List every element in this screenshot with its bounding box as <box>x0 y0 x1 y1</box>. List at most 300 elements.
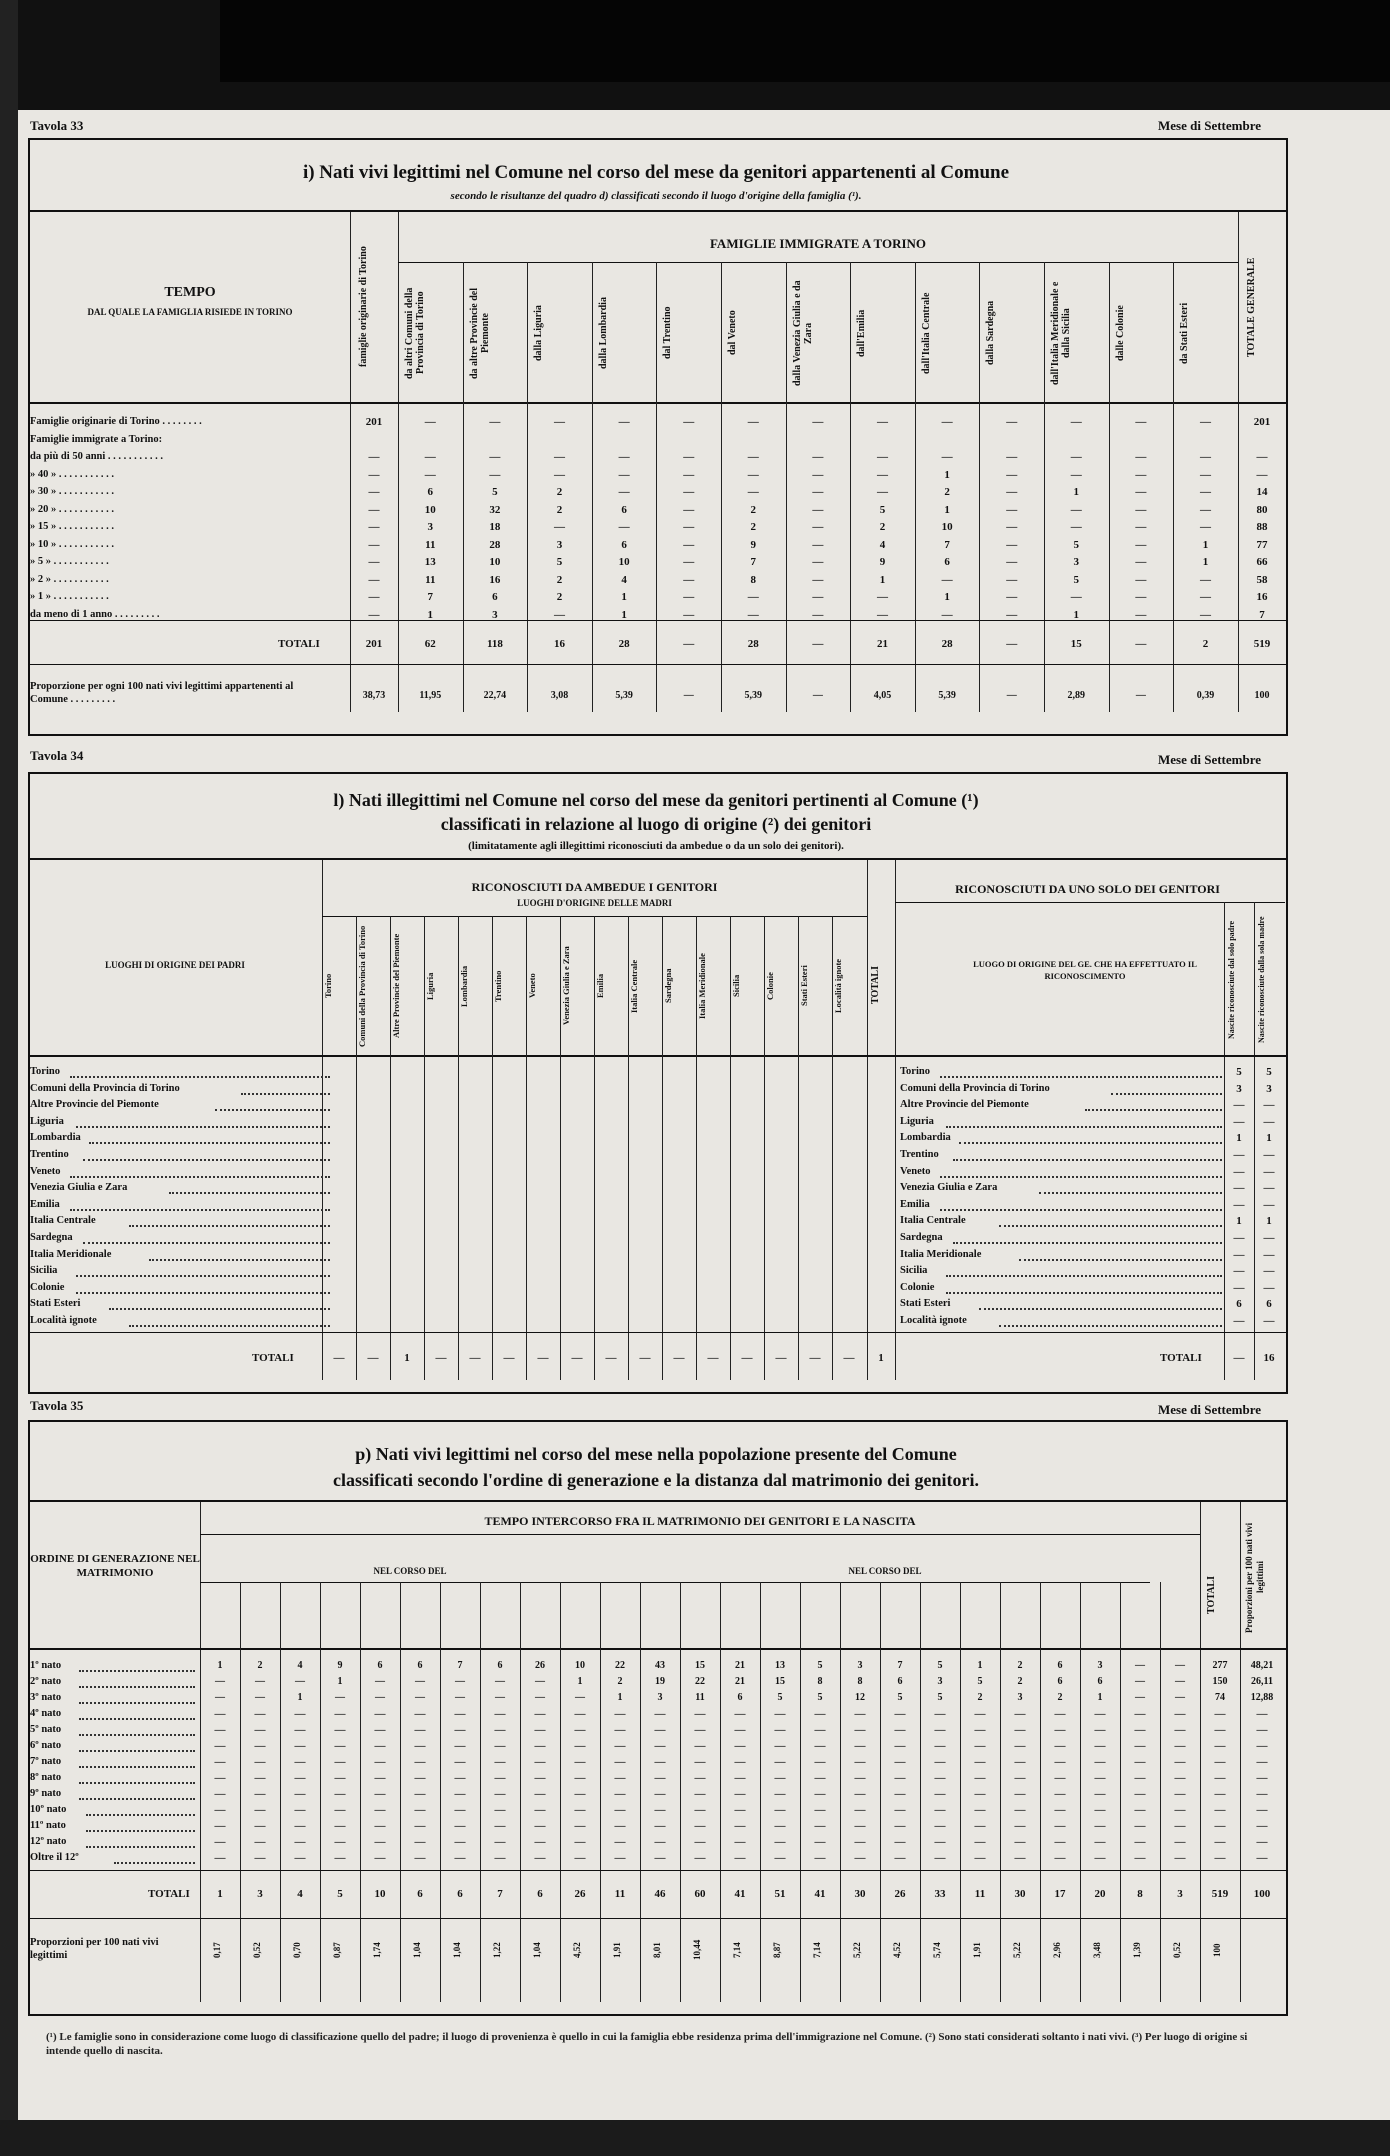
t34-row-label-right: Sardegna <box>900 1232 943 1243</box>
t35-cell: — <box>254 1740 266 1752</box>
t33-row-label: » 30 » . . . . . . . . . . . <box>30 486 114 497</box>
table-35-month: Mese di Settembre <box>1158 1402 1262 1417</box>
t35-cell: — <box>254 1756 266 1768</box>
t34-row-label-right: Venezia Giulia e Zara <box>900 1182 998 1194</box>
t35-prop-label: Proporzioni per 100 nati vivi legittimi <box>30 1937 159 1961</box>
t35-cell: — <box>334 1756 346 1768</box>
t35-total-cell: 51 <box>774 1888 786 1900</box>
t35-cell: — <box>294 1708 306 1720</box>
t33-cell: — <box>683 468 695 481</box>
t35-group: TEMPO INTERCORSO FRA IL MATRIMONIO DEI GENITORI E LA NASCITA <box>484 1514 916 1528</box>
t35-total-cell: 41 <box>734 1888 746 1900</box>
t35-total-cell: 10 <box>374 1888 386 1900</box>
t35-leader-dots <box>79 1702 195 1704</box>
t33-col-header: dalla Sardegna <box>985 300 997 366</box>
t33-total-cell: 2 <box>1202 638 1209 650</box>
t35-cell: — <box>534 1804 546 1816</box>
t33-cell: — <box>1135 573 1147 586</box>
t33-cell: — <box>1200 503 1211 516</box>
t35-cell: — <box>814 1756 826 1768</box>
t33-col-header: dalla Liguria <box>533 305 545 361</box>
t35-cell: — <box>374 1788 386 1800</box>
t34-mother-cell: 6 <box>1266 1298 1272 1311</box>
t33-cell: — <box>368 503 380 516</box>
t35-total-cell: 30 <box>1014 1888 1026 1900</box>
t35-cell: — <box>654 1708 666 1720</box>
t35-cell: — <box>574 1820 586 1832</box>
t35-total-cell: 8 <box>1137 1888 1143 1900</box>
t35-cell: — <box>254 1772 266 1784</box>
t33-cell: 5 <box>879 503 886 516</box>
t34-row-label-right: Lombardia <box>900 1132 951 1144</box>
t35-prop-cell: 0,70 <box>292 1942 302 1958</box>
t33-cell: — <box>747 608 759 621</box>
t35-cell: 6 <box>897 1676 903 1687</box>
t35-col-header <box>486 1592 514 1642</box>
t35-cell: — <box>494 1804 506 1816</box>
t33-col-header: dall'Italia Meridionale e dalla Sicilia <box>1050 281 1072 385</box>
t35-cell: — <box>534 1756 546 1768</box>
t33-cell: 7 <box>427 591 434 603</box>
t34-row-label: Emilia <box>30 1198 60 1210</box>
t33-total-cell: 519 <box>1253 638 1271 650</box>
t35-prop-cell: 3,48 <box>1092 1942 1102 1958</box>
t34-row-label: Veneto <box>30 1165 61 1177</box>
t35-cell: — <box>1134 1740 1146 1752</box>
t33-cell: — <box>683 486 695 498</box>
t33-row-label: » 5 » . . . . . . . . . . . <box>30 556 109 567</box>
t35-cell: — <box>934 1756 946 1768</box>
t35-cell: 3 <box>937 1676 943 1687</box>
t35-cell: — <box>734 1708 746 1720</box>
t33-cell: — <box>877 486 888 498</box>
t33-cell: — <box>683 451 695 463</box>
t33-col-header: dal Trentino <box>662 306 674 360</box>
t35-total-cell: 30 <box>854 1888 866 1900</box>
t35-cell: — <box>894 1756 906 1768</box>
t34-total-cell: — <box>503 1352 515 1364</box>
t35-cell: — <box>694 1756 706 1768</box>
t35-cell: — <box>454 1724 466 1736</box>
t33-total-label: TOTALI <box>278 638 320 650</box>
table-33-month: Mese di Settembre <box>1158 118 1262 133</box>
t35-cell: — <box>334 1820 346 1832</box>
t35-total-cell: 3 <box>257 1888 263 1900</box>
t33-cell: 16 <box>489 573 501 586</box>
t35-cell: — <box>494 1772 506 1784</box>
t34-row-label: Italia Meridionale <box>30 1248 112 1260</box>
t34-col-header: Sicilia <box>731 974 741 998</box>
t33-cell: 1 <box>1073 608 1080 621</box>
t35-prop-cell: 1,04 <box>452 1942 462 1958</box>
t35-cell: — <box>574 1724 586 1736</box>
t33-cell: — <box>1070 468 1082 481</box>
t35-cell: — <box>214 1852 226 1864</box>
t35-cell: — <box>1134 1836 1146 1848</box>
t35-cell: — <box>214 1708 226 1720</box>
t34-total-cell: — <box>571 1352 583 1364</box>
t33-total-cell: 28 <box>941 638 953 650</box>
t35-total-cell: 1 <box>217 1888 223 1900</box>
t33-cell: — <box>877 416 888 428</box>
t34-row-label: Lombardia <box>30 1132 81 1144</box>
t35-cell: — <box>214 1820 226 1832</box>
t33-col-divider <box>463 262 464 712</box>
t33-cell: — <box>424 416 436 428</box>
t33-prop-cell: 22,74 <box>483 690 507 701</box>
t35-cell: — <box>894 1836 906 1848</box>
t35-cell: — <box>534 1708 546 1720</box>
t35-cell: — <box>814 1852 826 1864</box>
t33-cell: 10 <box>941 521 953 533</box>
t35-leader-dots <box>79 1718 195 1720</box>
t33-cell: — <box>1006 591 1018 603</box>
t35-cell: — <box>694 1836 706 1848</box>
t35-prop-cell: 8,87 <box>772 1942 782 1958</box>
t34-row-label: Venezia Giulia e Zara <box>30 1182 128 1194</box>
t34-group-both: RICONOSCIUTI DA AMBEDUE I GENITORI <box>471 880 718 894</box>
t35-cell: — <box>1054 1724 1066 1736</box>
t34-father-cell: — <box>1233 1182 1245 1195</box>
t33-col-divider <box>1044 262 1045 712</box>
t33-cell: 2 <box>750 521 757 533</box>
t35-cell: — <box>415 1692 425 1703</box>
t34-mother-cell: — <box>1263 1248 1275 1261</box>
t35-cell: — <box>214 1772 226 1784</box>
t35-cell: — <box>374 1772 386 1784</box>
t35-leader-dots <box>79 1734 195 1736</box>
t33-cell: 2 <box>556 573 563 586</box>
t35-cell: — <box>1214 1724 1226 1736</box>
t33-col-divider <box>721 262 722 712</box>
t35-cell: — <box>214 1788 226 1800</box>
t35-leader-dots <box>79 1686 195 1688</box>
t35-prop-cell: 7,14 <box>732 1942 742 1958</box>
t35-row-label: 4º nato <box>30 1708 62 1719</box>
t34-father-cell: 1 <box>1236 1215 1242 1228</box>
t34-col-header: Emilia <box>595 973 605 999</box>
t35-cell: — <box>415 1676 425 1687</box>
table-33-subtitle: secondo le risultanze del quadro d) classificati secondo il luogo d'origine della famiglia (¹). <box>450 190 862 202</box>
t35-cell: — <box>455 1676 465 1687</box>
t34-leader-dots <box>70 1076 330 1078</box>
t34-col-header: Stati Esteri <box>799 965 809 1007</box>
t35-cell: — <box>654 1820 666 1832</box>
t35-prop-cell: 4,52 <box>892 1942 902 1958</box>
t34-total-cell: — <box>673 1352 685 1364</box>
t33-cell: 1 <box>879 573 886 586</box>
t33-cell: — <box>1070 451 1082 463</box>
table-34-label: Tavola 34 <box>30 748 84 763</box>
table-34-title: l) Nati illegittimi nel Comune nel corso del mese da genitori pertinenti al Comune (¹) <box>333 790 979 810</box>
t34-father-cell: — <box>1233 1265 1245 1278</box>
t33-cell: — <box>489 468 501 481</box>
t33-cell: — <box>1006 608 1018 621</box>
t35-cell: — <box>454 1740 466 1752</box>
t35-cell: — <box>414 1756 426 1768</box>
t35-cell: — <box>455 1692 465 1703</box>
t34-row-label: Colonie <box>30 1281 65 1293</box>
t35-cell: — <box>734 1836 746 1848</box>
t35-cell: — <box>494 1820 506 1832</box>
t34-leader-dots-right <box>1085 1109 1222 1111</box>
t35-cell: — <box>854 1724 866 1736</box>
t35-cell: — <box>814 1772 826 1784</box>
t35-cell: — <box>774 1708 786 1720</box>
t33-cell: 9 <box>750 538 757 551</box>
t35-cell: — <box>255 1676 265 1687</box>
t33-cell: — <box>368 608 380 621</box>
scan-bottom-border <box>0 2120 1390 2156</box>
t33-cell: — <box>618 486 630 498</box>
t33-col-divider <box>915 262 916 712</box>
t35-cell: — <box>334 1740 346 1752</box>
t35-cell: — <box>414 1724 426 1736</box>
t34-leader-dots <box>215 1109 330 1111</box>
t34-row-label: Stati Esteri <box>30 1298 81 1310</box>
t34-leader-dots-right <box>946 1126 1222 1128</box>
t34-leader-dots <box>129 1225 330 1227</box>
t33-cell: — <box>1200 608 1211 621</box>
t33-prop-cell: 100 <box>1254 690 1270 701</box>
t35-cell: 1 <box>617 1692 623 1703</box>
t35-cell: — <box>375 1692 385 1703</box>
t34-father-cell: — <box>1233 1232 1245 1244</box>
t34-leader-dots-right <box>1111 1093 1222 1095</box>
t35-cell: — <box>414 1788 426 1800</box>
t33-cell: — <box>941 451 953 463</box>
t35-cell: — <box>934 1772 946 1784</box>
t35-cell: — <box>894 1708 906 1720</box>
t35-cell: — <box>1174 1740 1186 1752</box>
t34-father-cell: — <box>1233 1099 1245 1112</box>
t35-cell: — <box>335 1692 345 1703</box>
t35-col-header <box>686 1592 714 1642</box>
t33-total-cell: 62 <box>424 638 436 650</box>
t35-cell: — <box>1134 1852 1146 1864</box>
t35-cell: — <box>334 1804 346 1816</box>
t33-cell: 7 <box>750 556 757 568</box>
t35-prop-cell: 5,22 <box>1012 1942 1022 1958</box>
t35-cell: — <box>974 1756 986 1768</box>
t35-cell: — <box>574 1740 586 1752</box>
t35-cell: — <box>854 1740 866 1752</box>
t33-cell: — <box>1200 573 1211 586</box>
t35-cell: — <box>614 1708 626 1720</box>
t35-cell: — <box>374 1804 386 1816</box>
t35-total-cell: 100 <box>1253 1888 1271 1900</box>
t34-father-cell: 5 <box>1236 1066 1242 1078</box>
t35-cell: — <box>1175 1676 1185 1687</box>
t35-cell: — <box>734 1740 746 1752</box>
t35-cell: — <box>614 1852 626 1864</box>
t35-cell: 8 <box>857 1676 863 1687</box>
t33-row-label: da meno di 1 anno . . . . . . . . . <box>30 608 160 620</box>
t33-total-cell: — <box>812 638 824 650</box>
t33-cell: 2 <box>556 591 563 603</box>
t35-cell: — <box>1214 1852 1226 1864</box>
t33-col-divider <box>592 262 593 712</box>
t34-mother-cell: — <box>1263 1115 1275 1128</box>
t35-cell: — <box>1174 1788 1186 1800</box>
t35-cell: — <box>1094 1852 1106 1864</box>
t35-cell: — <box>774 1852 786 1864</box>
t33-prop-cell: — <box>683 690 694 701</box>
table-33-frame <box>28 138 1288 736</box>
t35-row-label: 9º nato <box>30 1788 62 1799</box>
t33-cell: — <box>1070 416 1082 428</box>
t33-cell: 11 <box>425 573 436 586</box>
t34-row-label-right: Località ignote <box>900 1315 967 1326</box>
t34-total-cell: — <box>639 1352 651 1364</box>
t34-father-cell: — <box>1233 1149 1245 1161</box>
t33-cell: — <box>554 521 565 533</box>
t35-cell: 7 <box>457 1660 463 1671</box>
t33-cell: — <box>554 468 565 481</box>
t35-cell: — <box>654 1852 666 1864</box>
t34-father-cell: 6 <box>1236 1298 1242 1311</box>
t34-leader-dots-right <box>959 1142 1222 1144</box>
t35-cell: — <box>1174 1836 1186 1848</box>
t33-prop-cell: 0,39 <box>1196 690 1215 701</box>
t35-cell: — <box>774 1804 786 1816</box>
t35-cell: — <box>1094 1740 1106 1752</box>
t35-cell: — <box>614 1724 626 1736</box>
t35-total-cell: 6 <box>457 1888 463 1900</box>
t33-cell: — <box>368 451 380 463</box>
t35-cell: — <box>774 1788 786 1800</box>
t33-cell: — <box>618 468 630 481</box>
t35-cell: — <box>1134 1756 1146 1768</box>
t35-col-header <box>846 1592 874 1642</box>
t33-cell: — <box>1006 416 1018 428</box>
t33-cell: — <box>812 591 824 603</box>
t35-cell: — <box>734 1756 746 1768</box>
t33-cell: — <box>812 538 824 551</box>
t34-col-total: TOTALI <box>870 966 881 1004</box>
t34-leader-dots <box>83 1242 330 1244</box>
t35-cell: — <box>854 1804 866 1816</box>
t33-cell: 58 <box>1256 573 1268 586</box>
t33-cell: — <box>1135 521 1147 533</box>
t35-cell: — <box>534 1836 546 1848</box>
t35-cell: 21 <box>735 1676 745 1687</box>
t33-row-label: » 1 » . . . . . . . . . . . <box>30 591 109 602</box>
t34-row-label-right: Comuni della Provincia di Torino <box>900 1082 1050 1094</box>
footnote: (¹) Le famiglie sono in considerazione come luogo di classificazione quello del padre; il luogo di provenienza è quello in cui la famiglia ebbe residenza prima dell'immigrazione nel Comune. (²) Sono stati considerati soltanto i nati vivi. (³) Per luogo di origine si intende quello di nascita. <box>46 2031 1248 2057</box>
t35-prop-cell: 7,14 <box>812 1942 822 1958</box>
t34-col-header: Trentino <box>493 970 503 1002</box>
t35-col-header <box>1046 1592 1074 1642</box>
t33-cell: — <box>368 486 380 498</box>
t35-cell: — <box>254 1804 266 1816</box>
t34-total-father: — <box>1233 1352 1245 1364</box>
t35-cell: — <box>1054 1852 1066 1864</box>
t35-cell: — <box>374 1708 386 1720</box>
t33-col-header: dall'Emilia <box>856 309 868 357</box>
scan-top-border <box>0 0 1390 110</box>
t33-prop-cell: 3,08 <box>550 690 569 701</box>
t35-cell: — <box>534 1772 546 1784</box>
t33-cell: 16 <box>1256 591 1268 603</box>
t35-total-cell: 6 <box>417 1888 423 1900</box>
t33-cell: — <box>618 521 630 533</box>
t35-cell: — <box>1094 1836 1106 1848</box>
t33-cell: 77 <box>1256 538 1268 551</box>
t35-cell: — <box>614 1836 626 1848</box>
t34-total-cell: — <box>707 1352 719 1364</box>
t35-cell: — <box>1214 1740 1226 1752</box>
t35-cell: 3 <box>1017 1692 1023 1703</box>
t35-total-cell: 7 <box>497 1888 503 1900</box>
t33-col-header: da altri Comuni della Provincia di Torino <box>404 287 426 379</box>
t35-cell: 15 <box>695 1660 705 1671</box>
t35-cell: — <box>334 1724 346 1736</box>
t33-prop-cell: 2,89 <box>1067 690 1086 701</box>
t35-cell: — <box>694 1820 706 1832</box>
t34-total-label: TOTALI <box>252 1352 294 1364</box>
t35-total-cell: 3 <box>1177 1888 1183 1900</box>
t35-cell: — <box>294 1756 306 1768</box>
t33-cell: 3 <box>492 608 498 621</box>
t34-total-cell: — <box>809 1352 821 1364</box>
t35-cell: — <box>1174 1756 1186 1768</box>
table-35-title2: classificati secondo l'ordine di generazione e la distanza dal matrimonio dei genitori. <box>333 1470 979 1490</box>
t35-total-cell: 6 <box>537 1888 543 1900</box>
t33-prop-cell: 5,39 <box>938 690 956 701</box>
t35-cell: — <box>814 1724 826 1736</box>
t35-cell: — <box>734 1772 746 1784</box>
t34-col-mother: Nascite riconosciute dalla sola madre <box>1257 916 1266 1043</box>
t34-leader-dots <box>169 1192 330 1194</box>
t33-cell: — <box>747 451 759 463</box>
t35-cell: — <box>374 1852 386 1864</box>
t33-col-divider <box>656 262 657 712</box>
t34-total-cell: — <box>367 1352 379 1364</box>
t35-cell: — <box>1014 1724 1026 1736</box>
t34-row-label: Trentino <box>30 1149 69 1160</box>
t34-leader-dots <box>129 1325 330 1327</box>
t35-prop-cell: 1,04 <box>532 1942 542 1958</box>
t33-total-cell: 28 <box>618 638 630 650</box>
t35-cell: — <box>814 1788 826 1800</box>
t35-cell: — <box>1214 1820 1226 1832</box>
t33-cell: — <box>368 538 380 551</box>
t34-mother-cell: — <box>1263 1149 1275 1161</box>
t33-cell: — <box>368 521 380 533</box>
t35-cell: — <box>1014 1852 1026 1864</box>
t35-cell: — <box>574 1836 586 1848</box>
t33-row-label: Famiglie immigrate a Torino: <box>30 433 163 445</box>
t35-cell: — <box>814 1708 826 1720</box>
t35-cell: — <box>254 1724 266 1736</box>
t34-total-cell: — <box>843 1352 855 1364</box>
t35-cell: — <box>614 1756 626 1768</box>
table-33-label: Tavola 33 <box>30 118 84 133</box>
t34-col-header: Sardegna <box>663 968 673 1004</box>
t33-col-header: dal Veneto <box>727 310 738 356</box>
t35-col-header <box>1126 1592 1154 1642</box>
t35-leader-dots <box>86 1814 195 1816</box>
t35-col-header <box>606 1592 634 1642</box>
t35-total-cell: 11 <box>614 1888 626 1900</box>
t33-cell: — <box>1200 416 1211 428</box>
t35-cell: — <box>214 1804 226 1816</box>
t35-cell: — <box>654 1740 666 1752</box>
t34-leader-dots <box>241 1093 330 1095</box>
t35-cell: — <box>694 1772 706 1784</box>
t33-cell: — <box>1070 503 1082 516</box>
